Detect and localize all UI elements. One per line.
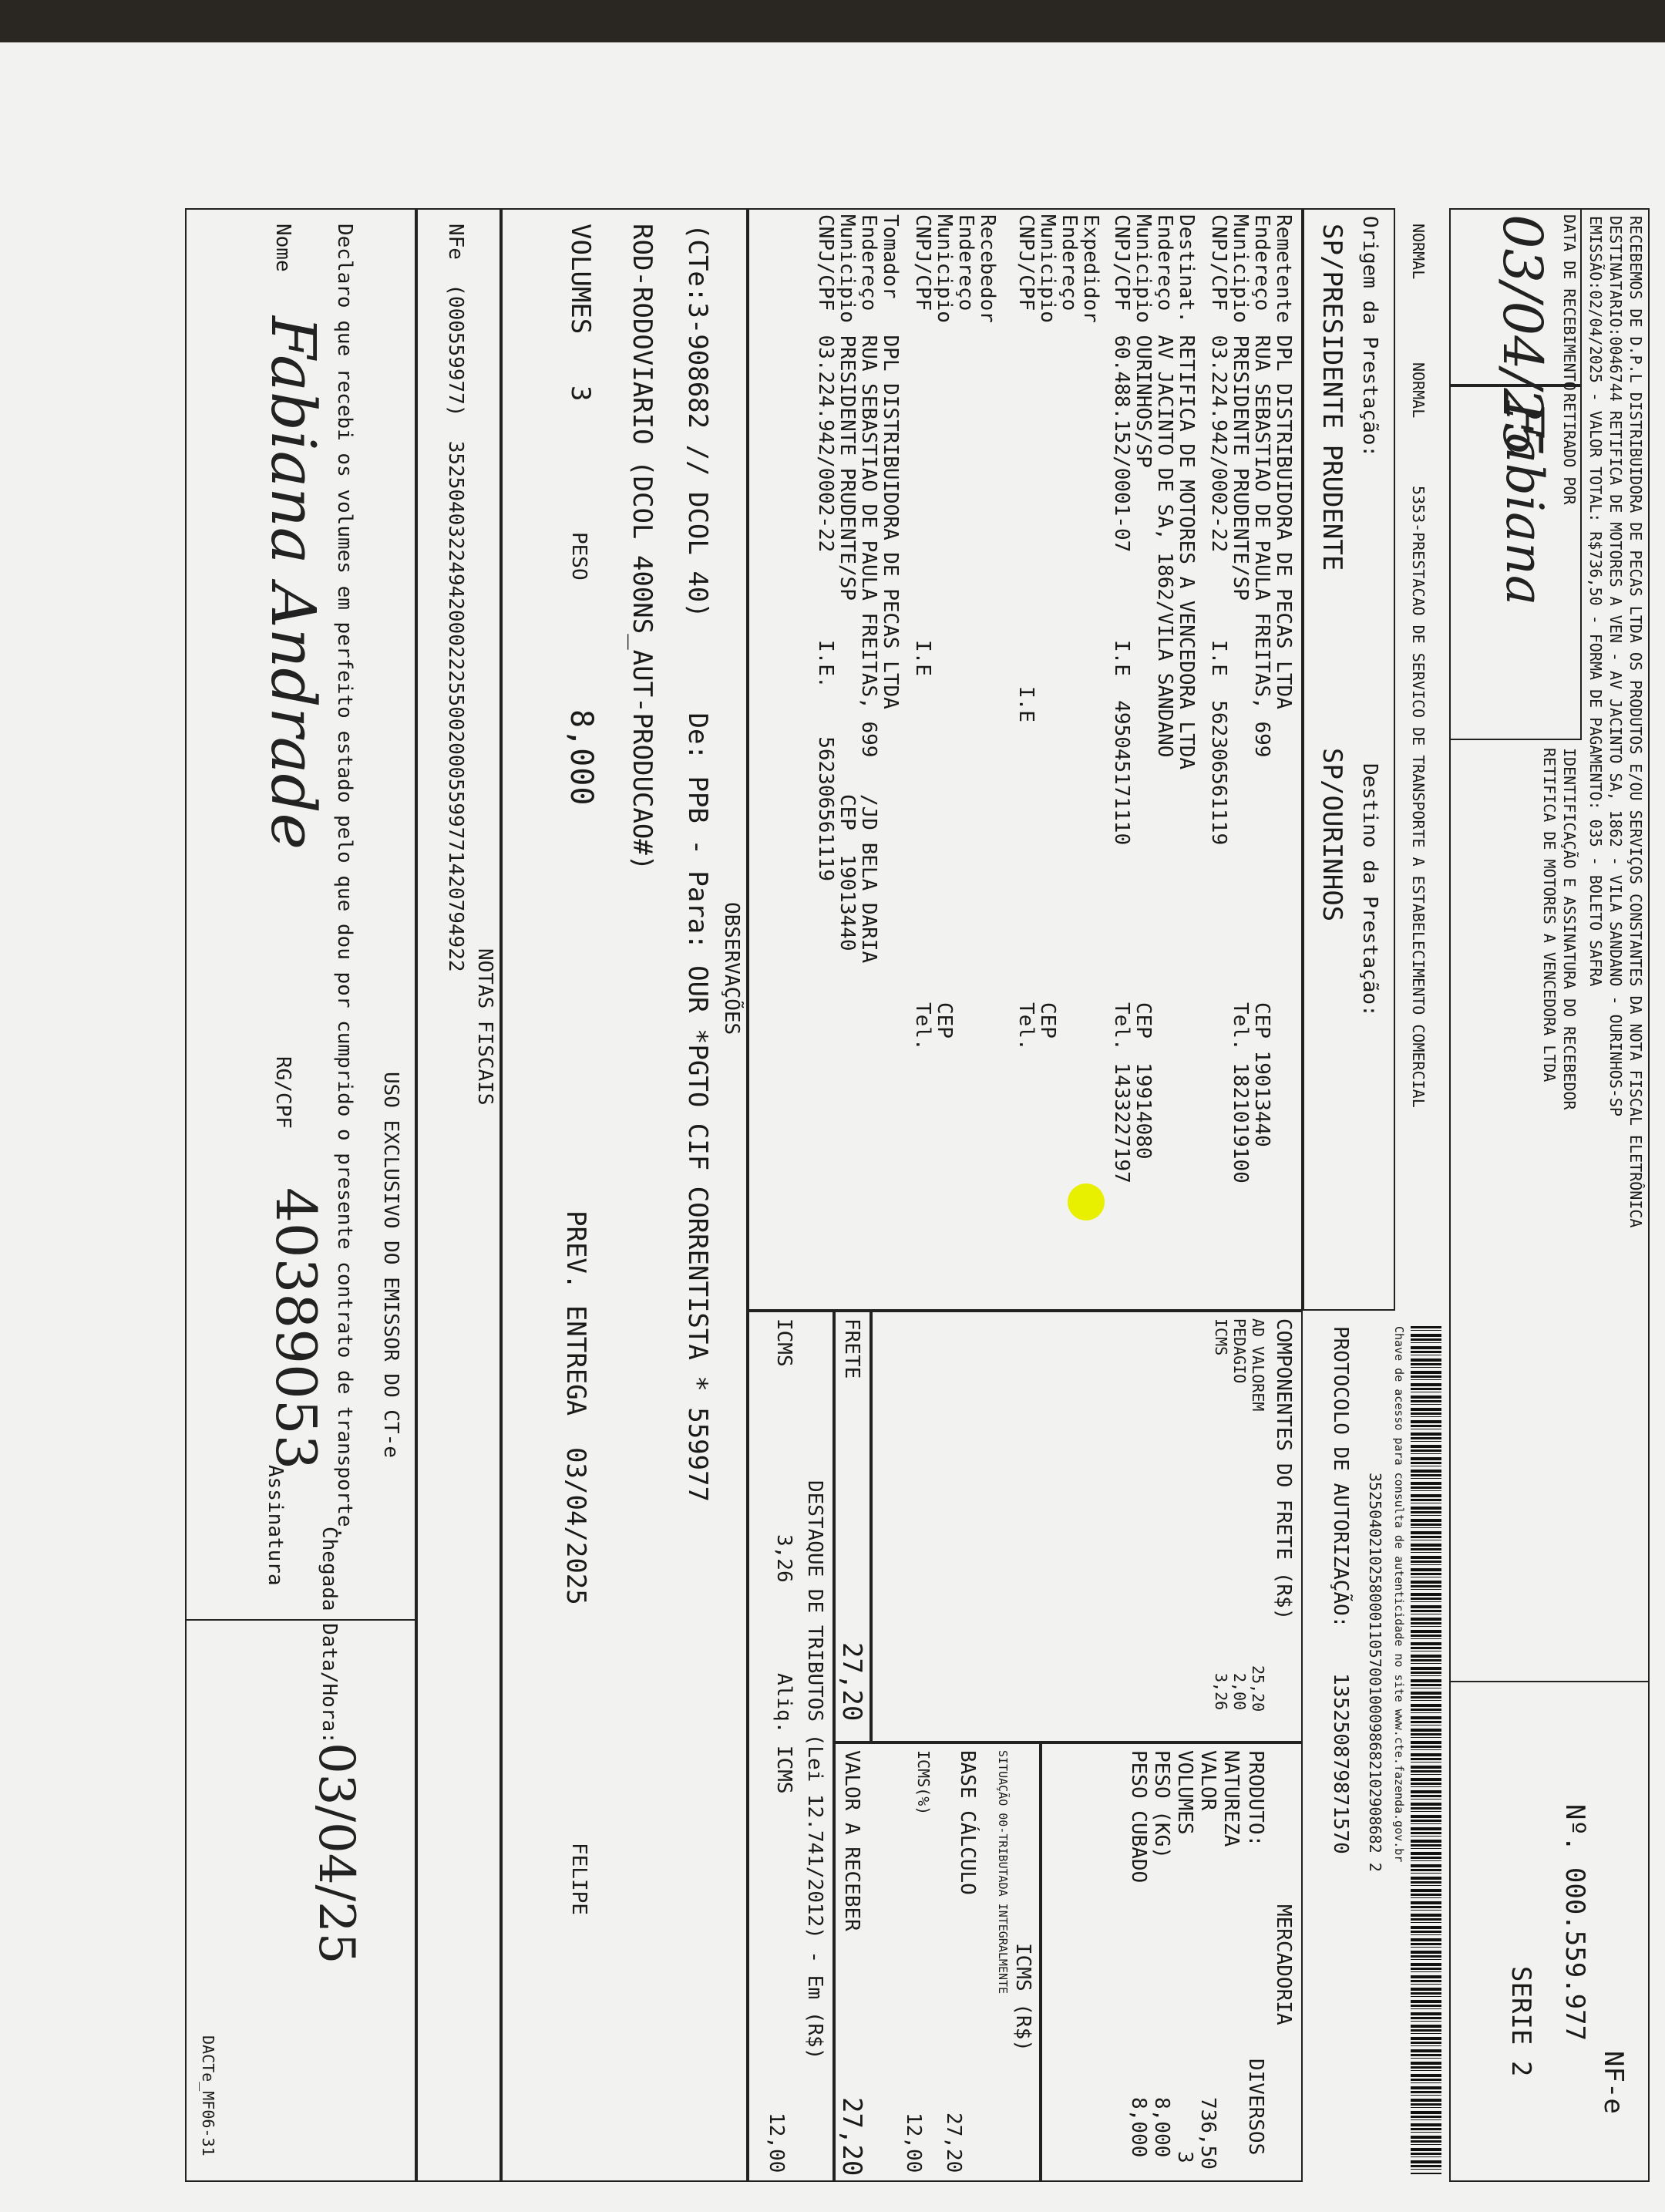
handwritten-receipt-date: 03/04/25 bbox=[1491, 214, 1554, 457]
handwritten-rg: 40389053 bbox=[264, 1187, 328, 1470]
rg-cpf-label: RG/CPF bbox=[271, 1056, 294, 1129]
prev-entrega: PREV. ENTREGA 03/04/2025 bbox=[560, 1210, 591, 1605]
tributos-icms-value: 3,26 bbox=[772, 1534, 796, 1583]
natureza-label: NATUREZA bbox=[1219, 1750, 1243, 1847]
peso-label: PESO (KG) bbox=[1150, 1750, 1173, 1859]
dest-endereco: Endereço AV JACINTO DE SA, 1862/VILA SANDANO bbox=[1153, 214, 1176, 758]
exp-tel: Tel. bbox=[1014, 1002, 1038, 1051]
handwritten-retirado: Fabiana bbox=[1495, 401, 1554, 606]
rec-ie: I.E bbox=[911, 640, 934, 676]
data-recebimento-label: DATA DE RECEBIMENTO bbox=[1560, 214, 1579, 391]
chave-value: 35250402102580001105700100098682102908682 2 bbox=[1366, 1473, 1384, 1872]
handwritten-chegada: 03/04/25 bbox=[308, 1742, 365, 1965]
dest-ie: I.E 495045171110 bbox=[1110, 640, 1133, 846]
peso-cubado-value: 8,000 bbox=[1127, 2097, 1150, 2158]
rec-tel: Tel. bbox=[911, 1002, 934, 1051]
chegada-label: Chegada Data/Hora: bbox=[318, 1527, 341, 1744]
valor-label: VALOR bbox=[1196, 1750, 1219, 1811]
exp-cep: CEP bbox=[1036, 1002, 1059, 1039]
dest-municipio: Municipio OURINHOS/SP bbox=[1132, 214, 1155, 468]
destino-value: SP/OURINHOS bbox=[1317, 748, 1347, 922]
rem-cnpj: CNPJ/CPF 03.224.942/0002-22 bbox=[1207, 214, 1230, 553]
dest-cep: CEP 19914080 bbox=[1132, 1002, 1155, 1160]
recebemos-text: RECEBEMOS DE D.P.L DISTRIBUIDORA DE PECAS LTDA OS PRODUTOS E/OU SERVIÇOS CONSTANTES DA NOTA FISCAL ELETRÔNICA bbox=[1626, 216, 1645, 1228]
base-calculo-value: 27,20 bbox=[942, 2113, 965, 2173]
comp-row-label: ICMS bbox=[1212, 1318, 1230, 1356]
frete-value: 27,20 bbox=[836, 1642, 867, 1722]
tributos-title: DESTAQUE DE TRIBUTOS (Lei 12.741/2012) - Em (R$) bbox=[803, 1480, 826, 2060]
valor-receber-value: 27,20 bbox=[836, 2097, 867, 2177]
uso-exclusivo: USO EXCLUSIVO DO EMISSOR DO CT-e bbox=[379, 1072, 402, 1458]
notas-line: NFe (000559977) 35250403224942000222550020005599771420794922 bbox=[444, 224, 467, 972]
recebedor: Recebedor bbox=[976, 214, 999, 323]
notas-title: NOTAS FISCAIS bbox=[473, 948, 496, 1106]
tributos-icms-label: ICMS bbox=[772, 1318, 796, 1367]
icms-percent-label: ICMS(%) bbox=[914, 1750, 933, 1816]
dacte-code: DACTe_MF06-31 bbox=[199, 2035, 217, 2156]
rec-municipio: Municipio bbox=[933, 214, 956, 323]
volumes-label: VOLUMES bbox=[1173, 1750, 1196, 1835]
icms-situacao: SITUAÇÃO 00-TRIBUTADA INTEGRALMENTE bbox=[996, 1750, 1010, 1995]
exp-municipio: Municipio bbox=[1036, 214, 1059, 323]
remetente: Remetente DPL DISTRIBUIDORA DE PECAS LTDA bbox=[1272, 214, 1295, 709]
comp-row-label: PEDAGIO bbox=[1230, 1318, 1249, 1384]
volumes-value: 3 bbox=[1173, 2151, 1196, 2163]
nome-label: Nome bbox=[271, 224, 294, 272]
tomador: Tomador DPL DISTRIBUIDORA DE PECAS LTDA bbox=[879, 214, 902, 709]
rec-cep: CEP bbox=[933, 1002, 956, 1039]
valor-receber-label: VALOR A RECEBER bbox=[840, 1750, 863, 1931]
peso-cubado-label: PESO CUBADO bbox=[1127, 1750, 1150, 1884]
origem-value: SP/PRESIDENTE PRUDENTE bbox=[1317, 224, 1347, 571]
tom-cnpj: CNPJ/CPF 03.224.942/0002-22 bbox=[814, 214, 837, 553]
cfop-text: 5353-PRESTACAO DE SERVICO DE TRANSPORTE A ESTABELECIMENTO COMERCIAL bbox=[1409, 486, 1428, 1108]
expedidor: Expedidor bbox=[1079, 214, 1102, 323]
rec-cnpj: CNPJ/CPF bbox=[911, 214, 934, 311]
emissao-text: EMISSÃO:02/04/2025 - VALOR TOTAL: R$736,50 - FORMA DE PAGAMENTO: 035 - BOLETO SAFRA bbox=[1586, 216, 1605, 987]
identificacao-label: IDENTIFICAÇÃO E ASSINATURA DO RECEBEDOR bbox=[1560, 748, 1579, 1110]
protocolo-label: PROTOCOLO DE AUTORIZAÇÃO: bbox=[1329, 1326, 1352, 1628]
obs-peso-value: 8,000 bbox=[563, 709, 599, 806]
tom-ie: I.E. 562306561119 bbox=[814, 640, 837, 882]
tom-municipio: Municipio PRESIDENTE PRUDENTE/SP bbox=[836, 214, 859, 601]
tom-cep: CEP 19013440 bbox=[836, 794, 859, 951]
tom-endereco: Endereço RUA SEBASTIAO DE PAULA FREITAS, 699 bbox=[857, 214, 880, 758]
componentes-title: COMPONENTES DO FRETE (R$) bbox=[1272, 1318, 1295, 1621]
aliq-icms-value: 12,00 bbox=[765, 2113, 788, 2173]
comp-row-value: 25,20 bbox=[1249, 1665, 1267, 1712]
base-calculo-label: BASE CÁLCULO bbox=[956, 1750, 979, 1895]
produto-value: DIVERSOS bbox=[1244, 2059, 1267, 2156]
declaro-text: Declaro que recebi os volumes em perfeito estado pelo que dou por cumprido o presente contrato de transporte. bbox=[333, 224, 356, 1540]
access-key-barcode bbox=[1411, 1326, 1441, 2174]
dest-cnpj: CNPJ/CPF 60.488.152/0001-07 bbox=[1110, 214, 1133, 553]
produto-label: PRODUTO: bbox=[1244, 1750, 1267, 1847]
tipo-normal-1: NORMAL bbox=[1409, 224, 1428, 280]
nfe-number: Nº. 000.559.977 bbox=[1559, 1804, 1590, 2042]
identificacao-value: RETIFICA DE MOTORES A VENCEDORA LTDA bbox=[1540, 748, 1559, 1082]
assinatura-label: Assinatura bbox=[264, 1465, 287, 1586]
rem-tel: Tel. 1821019100 bbox=[1229, 1002, 1252, 1183]
handwritten-nome: Fabiana Andrade bbox=[257, 316, 329, 850]
peso-value: 8,000 bbox=[1150, 2097, 1173, 2158]
tom-bairro: /JD BELA DARIA bbox=[857, 794, 880, 964]
comp-row-label: AD VALOREM bbox=[1249, 1318, 1267, 1412]
origem-label: Origem da Prestação: bbox=[1358, 216, 1381, 458]
obs-felipe: FELIPE bbox=[567, 1843, 590, 1915]
footer-right-box bbox=[185, 1619, 416, 2182]
icms-title: ICMS (R$) bbox=[1011, 1943, 1034, 2052]
icms-percent-value: 12,00 bbox=[902, 2113, 925, 2173]
rec-endereco: Endereço bbox=[954, 214, 977, 311]
exp-endereco: Endereço bbox=[1058, 214, 1081, 311]
comp-row-value: 2,00 bbox=[1230, 1673, 1249, 1711]
mercadoria-label: MERCADORIA bbox=[1272, 1904, 1295, 2025]
tipo-normal-2: NORMAL bbox=[1409, 362, 1428, 419]
retirado-label: RETIRADO POR bbox=[1560, 393, 1579, 505]
destinatario-text: DESTINATARIO:0046744 RETIFICA DE MOTORES A VEN - AV JACINTO SA, 1862 - VILA SANDANO - OURINHOS-SP bbox=[1606, 216, 1625, 1116]
obs-line-2: ROD-RODOVIARIO (DCOL 400NS_AUT-PRODUCAO#) bbox=[627, 224, 658, 871]
dest-tel: Tel. 1433227197 bbox=[1110, 1002, 1133, 1183]
protocolo-value: 135250879871570 bbox=[1329, 1673, 1352, 1854]
destinat: Destinat. RETIFICA DE MOTORES A VENCEDORA LTDA bbox=[1175, 214, 1198, 770]
nfe-serie: SERIE 2 bbox=[1505, 1966, 1536, 2077]
valor-value: 736,50 bbox=[1196, 2097, 1219, 2170]
destino-label: Destino da Prestação: bbox=[1358, 763, 1381, 1017]
obs-peso-label: PESO bbox=[567, 532, 590, 581]
rem-ie: I.E 562306561119 bbox=[1207, 640, 1230, 846]
aliq-icms-label: Aliq. ICMS bbox=[772, 1673, 796, 1794]
chave-label: Chave de acesso para consulta de autenticidade no site www.cte.fazenda.gov.br bbox=[1392, 1326, 1406, 1863]
dacte-document bbox=[185, 208, 1650, 2182]
exp-cnpj: CNPJ/CPF bbox=[1014, 214, 1038, 311]
nfe-label: NF-e bbox=[1598, 2051, 1629, 2114]
rem-endereco: Endereço RUA SEBASTIAO DE PAULA FREITAS, 699 bbox=[1250, 214, 1273, 758]
exp-ie: I.E bbox=[1014, 686, 1038, 722]
comp-row-value: 3,26 bbox=[1212, 1673, 1230, 1711]
frete-label: FRETE bbox=[840, 1318, 863, 1379]
observacoes-title: OBSERVAÇÕES bbox=[720, 902, 743, 1035]
obs-line-1: (CTe:3-908682 // DCOL 40) De: PPB - Para: OUR *PGTO CIF CORRENTISTA * 559977 bbox=[682, 224, 713, 1503]
obs-volumes-value: 3 bbox=[565, 386, 596, 402]
rem-municipio: Municipio PRESIDENTE PRUDENTE/SP bbox=[1229, 214, 1252, 601]
obs-volumes-label: VOLUMES bbox=[565, 224, 596, 335]
rem-cep: CEP 19013440 bbox=[1250, 1002, 1273, 1147]
